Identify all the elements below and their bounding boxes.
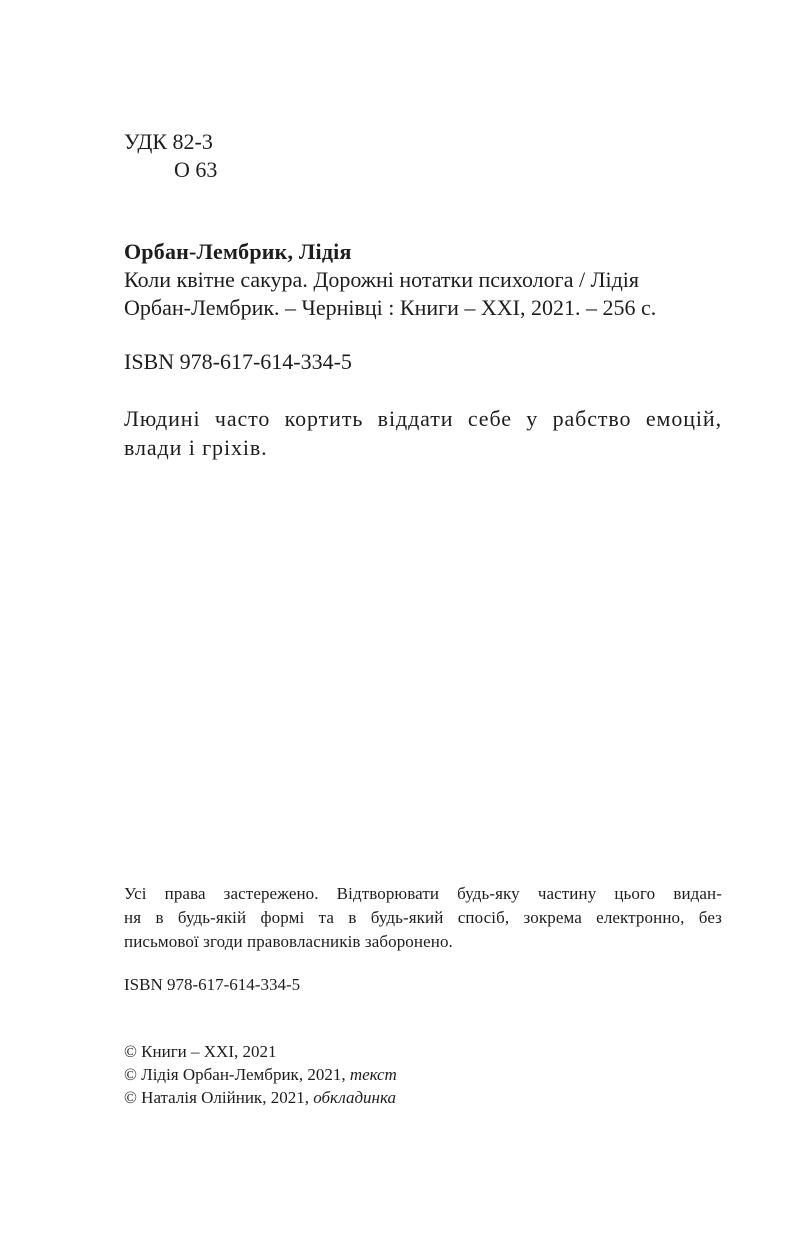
rights-line-2: ня в будь-якій формі та в будь-який спосіб, зокрема електронно, без bbox=[124, 908, 722, 927]
udk-code: УДК 82-3 bbox=[124, 129, 213, 154]
isbn-bottom: ISBN 978-617-614-334-5 bbox=[124, 975, 301, 994]
description-line-1: Коли квітне сакура. Дорожні нотатки психолога / Лідія bbox=[124, 267, 640, 292]
copyright-cover-artist bbox=[124, 1086, 722, 1109]
copyright-publisher bbox=[124, 1040, 722, 1063]
description-line-2: Орбан-Лембрик. – Чернівці : Книги – XXI, 2021. – 256 с. bbox=[124, 295, 657, 320]
copyright-holder: © Книги – XXI, 2021 bbox=[124, 1042, 277, 1061]
classification-block bbox=[124, 128, 722, 184]
isbn-top: ISBN 978-617-614-334-5 bbox=[124, 349, 352, 374]
copyright-role: обкладинка bbox=[313, 1088, 397, 1107]
copyright-list bbox=[124, 1040, 722, 1109]
bibliographic-record bbox=[124, 238, 722, 322]
author-heading: Орбан-Лембрик, Лідія bbox=[124, 239, 352, 264]
rights-notice bbox=[124, 882, 722, 954]
rights-line-1: Усі права застережено. Відтворювати будь-яку частину цього видан- bbox=[124, 884, 722, 903]
annotation: Людині часто кортить віддати себе у рабство емоцій, влади і гріхів. bbox=[124, 406, 722, 460]
copyright-text-author bbox=[124, 1063, 722, 1086]
author-sign: О 63 bbox=[174, 157, 218, 182]
copyright-holder: © Лідія Орбан-Лембрик, 2021, bbox=[124, 1065, 350, 1084]
copyright-role: текст bbox=[349, 1065, 397, 1084]
copyright-holder: © Наталія Олійник, 2021, bbox=[124, 1088, 314, 1107]
rights-line-3: письмової згоди правовласників заборонено. bbox=[124, 932, 453, 951]
